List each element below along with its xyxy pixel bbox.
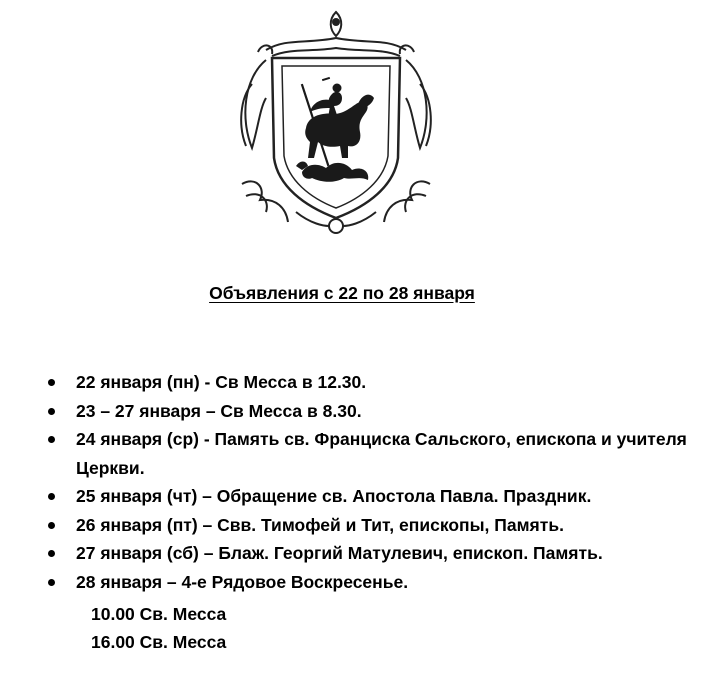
- announcement-text: 25 января (чт) – Обращение св. Апостола Павла. Праздник.: [76, 486, 592, 506]
- bullet-icon: [48, 550, 55, 557]
- bullet-icon: [48, 493, 55, 500]
- bullet-icon: [48, 522, 55, 529]
- announcement-text: 27 января (сб) – Блаж. Георгий Матулевич, епископ. Память.: [76, 543, 603, 563]
- announcement-list: [46, 368, 706, 596]
- list-item: [46, 539, 706, 568]
- sunday-mass-time: 16.00 Св. Месса: [91, 632, 227, 652]
- list-item: [46, 425, 706, 482]
- list-item: [46, 397, 706, 426]
- bullet-icon: [48, 379, 55, 386]
- sunday-mass-time: 10.00 Св. Месса: [91, 604, 227, 624]
- list-item: [46, 568, 706, 597]
- announcement-text: 28 января – 4-е Рядовое Воскресенье.: [76, 571, 409, 592]
- bullet-icon: [48, 579, 55, 586]
- coat-of-arms-icon: [236, 8, 436, 244]
- bullet-icon: [48, 436, 55, 443]
- announcement-text: 23 – 27 января – Св Месса в 8.30.: [76, 400, 362, 421]
- bullet-icon: [48, 408, 55, 415]
- announcement-text: 26 января (пт) – Свв. Тимофей и Тит, епископы, Память.: [76, 514, 564, 535]
- list-item: [46, 511, 706, 540]
- page-title: Объявления с 22 по 28 января: [209, 283, 475, 303]
- announcement-text: 22 января (пн) - Св Месса в 12.30.: [76, 372, 367, 392]
- list-item: [46, 368, 706, 397]
- list-item: [46, 482, 706, 511]
- announcement-text: 24 января (ср) - Память св. Франциска Сальского, епископа и учителя Церкви.: [76, 429, 687, 478]
